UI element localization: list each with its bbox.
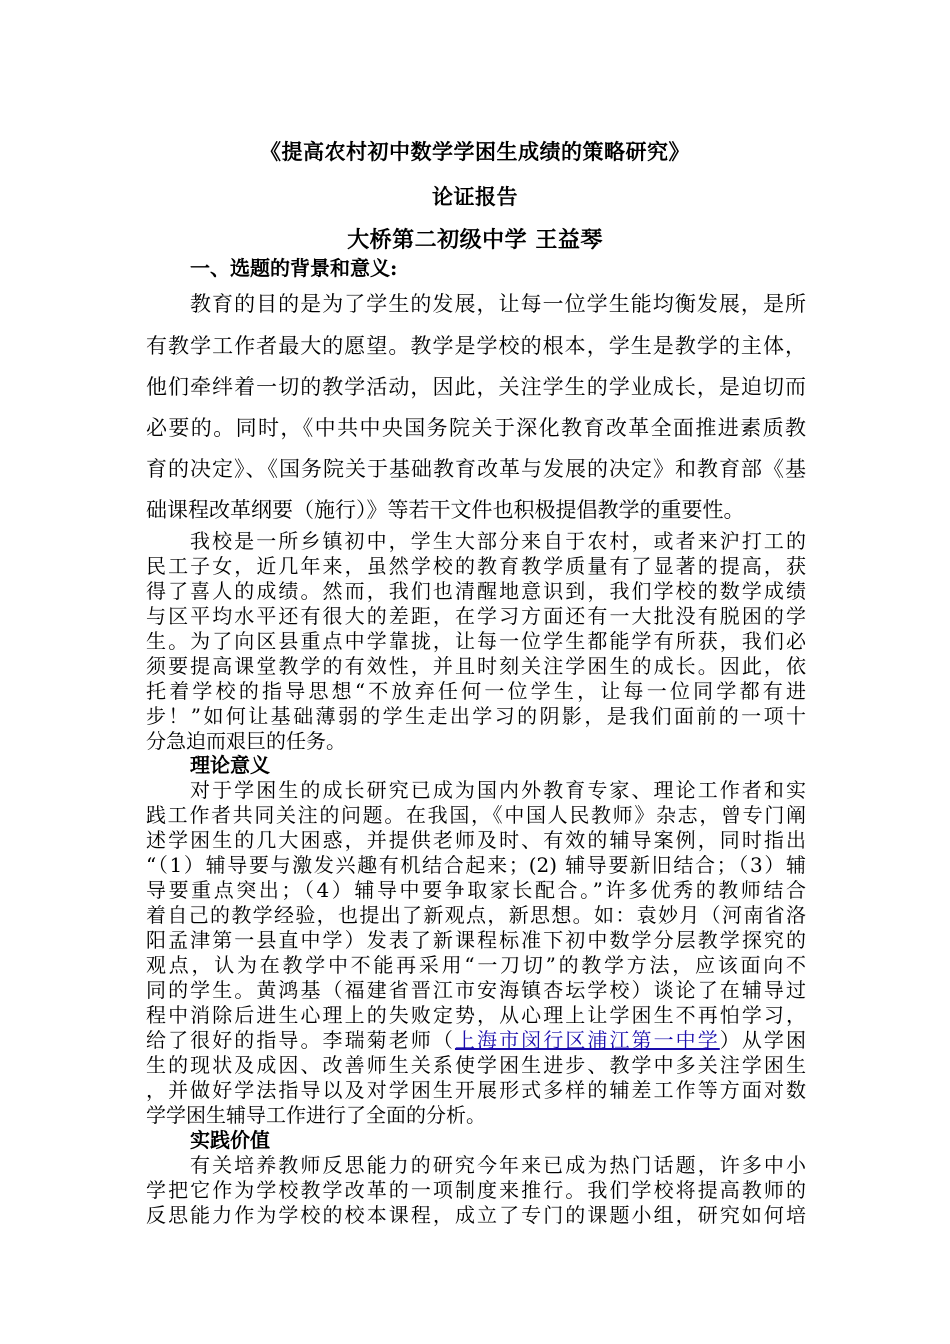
paragraph-line: 程中消除后进生心理上的失败定势，从心理上让学困生不再怕学习，	[146, 1003, 806, 1027]
paragraph-line: 与区平均水平还有很大的差距，在学习方面还有一大批没有脱困的学	[146, 604, 806, 628]
paragraph-line: 础课程改革纲要（施行）》等若干文件也积极提倡教学的重要性。	[146, 498, 745, 522]
section-heading-background: 一、选题的背景和意义:	[190, 256, 398, 280]
paragraph-line: 须要提高课堂教学的有效性，并且时刻关注学困生的成长。因此，依	[146, 654, 806, 678]
paragraph-line: 分急迫而艰巨的任务。	[146, 729, 346, 753]
paragraph-line: 着自己的教学经验，也提出了新观点，新思想。如：袁妙月（河南省洛	[146, 903, 806, 927]
paragraph-line: ，并做好学法指导以及对学困生开展形式多样的辅差工作等方面对数	[146, 1078, 806, 1102]
paragraph-line: 学把它作为学校教学改革的一项制度来推行。我们学校将提高教师的	[146, 1178, 806, 1202]
school-link[interactable]: 上海市闵行区浦江第一中学	[454, 1028, 720, 1052]
paragraph-line: 他们牵绊着一切的教学活动，因此，关注学生的学业成长，是迫切而	[146, 375, 806, 399]
link-prefix-text: 给了很好的指导。李瑞菊老师（	[146, 1028, 455, 1052]
paragraph-line: 有教学工作者最大的愿望。教学是学校的根本，学生是教学的主体，	[146, 334, 806, 358]
paragraph-line: 有关培养教师反思能力的研究今年来已成为热门话题，许多中小	[190, 1153, 806, 1177]
paragraph-line: 践工作者共同关注的问题。在我国，《中国人民教师》杂志，曾专门阐	[146, 803, 806, 827]
document-author: 大桥第二初级中学 王益琴	[347, 227, 603, 253]
paragraph-line: 导要重点突出；（4）辅导中要争取家长配合。”许多优秀的教师结合	[146, 878, 806, 902]
paragraph-line: 对于学困生的成长研究已成为国内外教育专家、理论工作者和实	[190, 778, 806, 802]
document-subtitle: 论证报告	[432, 184, 518, 209]
link-suffix-text: ）从学困	[719, 1028, 807, 1052]
paragraph-line: 阳孟津第一县直中学）发表了新课程标准下初中数学分层教学探究的	[146, 928, 806, 952]
paragraph-line: 民工子女，近几年来，虽然学校的教育教学质量有了显著的提高，获	[146, 554, 806, 578]
paragraph-line: 必要的。同时，《中共中央国务院关于深化教育改革全面推进素质教	[146, 416, 806, 440]
paragraph-line: 反思能力作为学校的校本课程，成立了专门的课题小组，研究如何培	[146, 1203, 806, 1227]
document-title: 《提高农村初中数学学困生成绩的策略研究》	[260, 139, 690, 164]
paragraph-line: 得了喜人的成绩。然而，我们也清醒地意识到，我们学校的数学成绩	[146, 579, 806, 603]
paragraph-line: 述学困生的几大困惑，并提供老师及时、有效的辅导案例，同时指出	[146, 828, 806, 852]
paragraph-line: 观点，认为在教学中不能再采用“一刀切”的教学方法，应该面向不	[146, 953, 806, 977]
paragraph-line: 生。为了向区县重点中学靠拢，让每一位学生都能学有所获，我们必	[146, 629, 806, 653]
section-heading-theory: 理论意义	[190, 753, 270, 777]
paragraph-line: 托着学校的指导思想“不放弃任何一位学生，让每一位同学都有进	[146, 679, 806, 703]
paragraph-line: 生的现状及成因、改善师生关系使学困生进步、教学中多关注学困生	[146, 1053, 806, 1077]
paragraph-line: 我校是一所乡镇初中，学生大部分来自于农村，或者来沪打工的	[190, 529, 806, 553]
paragraph-line: 步！”如何让基础薄弱的学生走出学习的阴影，是我们面前的一项十	[146, 704, 806, 728]
paragraph-line: 教育的目的是为了学生的发展，让每一位学生能均衡发展，是所	[190, 292, 806, 316]
paragraph-line: 育的决定》、《国务院关于基础教育改革与发展的决定》和教育部《基	[146, 457, 806, 481]
section-heading-practice: 实践价值	[190, 1128, 270, 1152]
paragraph-line: “（1）辅导要与激发兴趣有机结合起来；(2) 辅导要新旧结合；（3）辅	[146, 853, 806, 877]
paragraph-line: 同的学生。黄鸿基（福建省晋江市安海镇杏坛学校）谈论了在辅导过	[146, 978, 806, 1002]
paragraph-line: 学学困生辅导工作进行了全面的分析。	[146, 1103, 486, 1127]
